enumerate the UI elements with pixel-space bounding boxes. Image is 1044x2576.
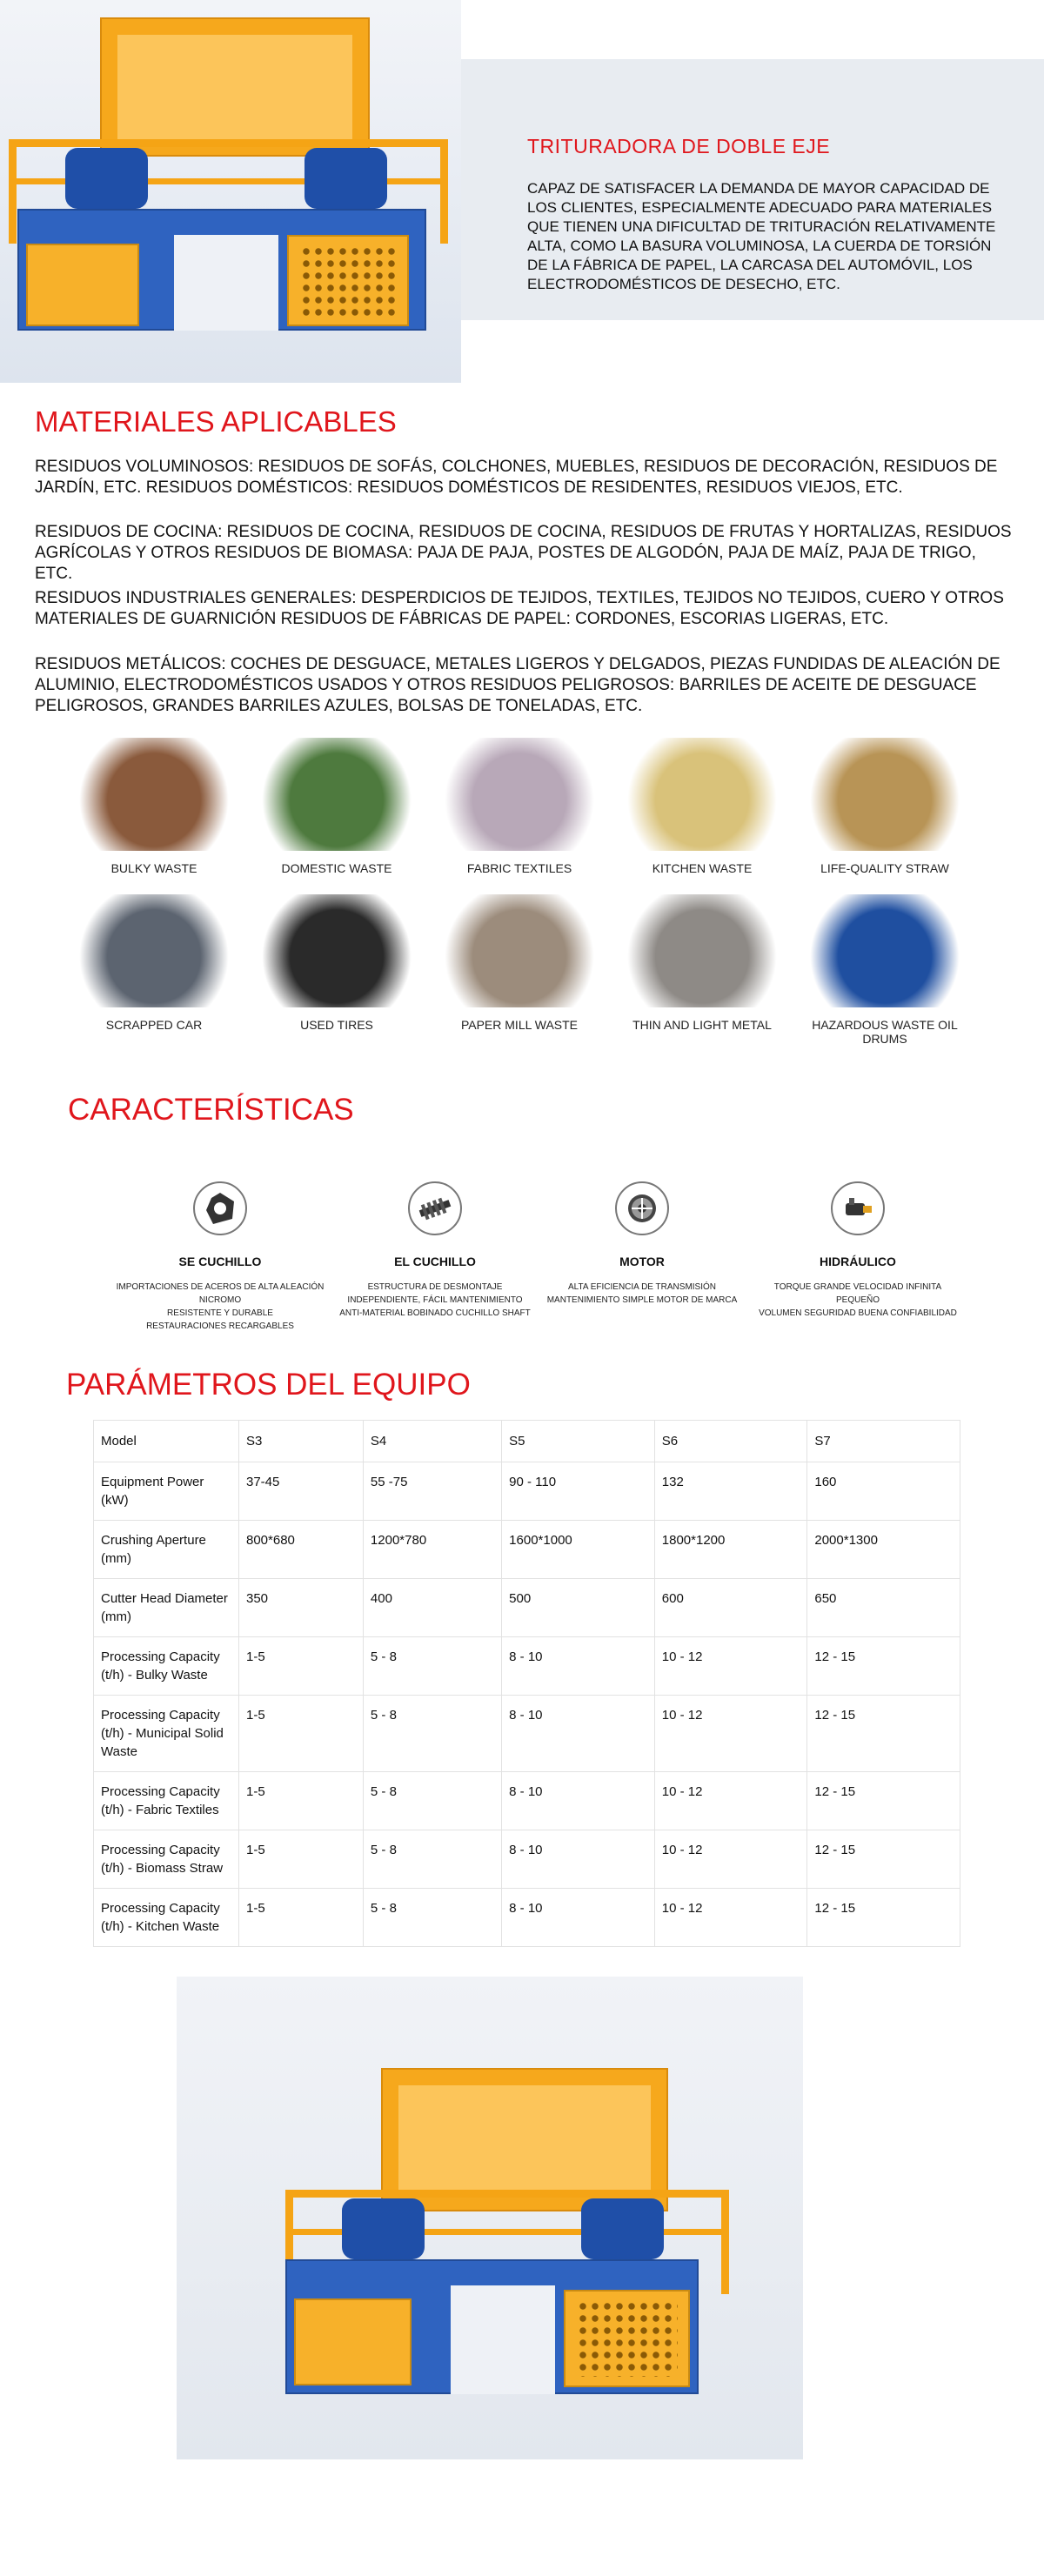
material-caption: USED TIRES	[300, 1018, 373, 1032]
material-tile	[437, 894, 602, 1032]
table-cell: 5 - 8	[363, 1772, 501, 1830]
table-cell: Model	[94, 1421, 239, 1462]
table-row	[94, 1637, 960, 1696]
table-cell: 10 - 12	[654, 1889, 807, 1947]
materials-paragraph: RESIDUOS METÁLICOS: COCHES DE DESGUACE, METALES LIGEROS Y DELGADOS, PIEZAS FUNDIDAS DE ALEACIÓN DE ALUMINIO, ELECTRODOMÉSTICOS USADOS Y OTROS RESIDUOS PELIGROSOS: BARRILES DE ACEITE DE DESGUACE PELIGROSOS, GRANDES BARRILES AZULES, BOLSAS DE TONELADAS, ETC.	[35, 655, 1000, 715]
table-cell: S7	[807, 1421, 960, 1462]
material-image	[254, 738, 419, 851]
table-cell: Cutter Head Diameter (mm)	[94, 1579, 239, 1637]
feature-description: TORQUE GRANDE VELOCIDAD INFINITA PEQUEÑO VOLUMEN SEGURIDAD BUENA CONFIABILIDAD	[759, 1282, 957, 1318]
hero-machine-image	[0, 0, 461, 383]
table-cell: S4	[363, 1421, 501, 1462]
materials-paragraph: RESIDUOS DE COCINA: RESIDUOS DE COCINA, RESIDUOS DE COCINA, RESIDUOS DE FRUTAS Y HORTALIZAS, RESIDUOS AGRÍCOLAS Y OTROS RESIDUOS DE BIOMASA: PAJA DE PAJA, POSTES DE ALGODÓN, PAJA DE MAÍZ, PAJA DE TRIGO, ETC.	[35, 523, 1012, 583]
material-tile	[437, 738, 602, 875]
material-tile	[802, 738, 967, 875]
table-cell: 55 -75	[363, 1462, 501, 1521]
table-cell: Processing Capacity (t/h) - Municipal Solid Waste	[94, 1696, 239, 1772]
hydraulic-icon	[831, 1181, 885, 1235]
table-cell: 10 - 12	[654, 1637, 807, 1696]
material-tile	[619, 738, 785, 875]
table-cell: 8 - 10	[502, 1696, 655, 1772]
shredder-illustration	[177, 1977, 803, 2459]
knife-shaft-icon	[408, 1181, 462, 1235]
table-cell: 400	[363, 1579, 501, 1637]
table-cell: 12 - 15	[807, 1830, 960, 1889]
table-cell: 1-5	[239, 1830, 364, 1889]
feature-hidraulico	[753, 1181, 962, 1320]
material-caption: THIN AND LIGHT METAL	[632, 1018, 772, 1032]
table-cell: S5	[502, 1421, 655, 1462]
material-image	[437, 738, 602, 851]
table-cell: 1-5	[239, 1772, 364, 1830]
material-image	[437, 894, 602, 1007]
bottom-machine-image	[177, 1977, 803, 2459]
table-row	[94, 1696, 960, 1772]
table-cell: 37-45	[239, 1462, 364, 1521]
feature-description: ESTRUCTURA DE DESMONTAJE INDEPENDIENTE, FÁCIL MANTENIMIENTO ANTI-MATERIAL BOBINADO CUCHILLO SHAFT	[339, 1282, 531, 1318]
table-cell: 650	[807, 1579, 960, 1637]
table-cell: 1600*1000	[502, 1521, 655, 1579]
table-cell: 8 - 10	[502, 1830, 655, 1889]
table-cell: Processing Capacity (t/h) - Kitchen Waste	[94, 1889, 239, 1947]
material-caption: SCRAPPED CAR	[105, 1018, 203, 1032]
hero-section	[0, 0, 1044, 383]
feature-el-cuchillo	[331, 1181, 539, 1320]
params-title: PARÁMETROS DEL EQUIPO	[66, 1368, 471, 1402]
material-tile	[254, 894, 419, 1032]
feature-description: IMPORTACIONES DE ACEROS DE ALTA ALEACIÓN NICROMO RESISTENTE Y DURABLE RESTAURACIONES RECARGABLES	[116, 1282, 325, 1331]
table-cell: 8 - 10	[502, 1889, 655, 1947]
material-image	[619, 894, 785, 1007]
table-cell: 1200*780	[363, 1521, 501, 1579]
table-cell: 5 - 8	[363, 1830, 501, 1889]
material-image	[619, 738, 785, 851]
table-row	[94, 1889, 960, 1947]
material-tile	[254, 738, 419, 875]
material-image	[254, 894, 419, 1007]
feature-motor	[538, 1181, 746, 1307]
hero-description: CAPAZ DE SATISFACER LA DEMANDA DE MAYOR CAPACIDAD DE LOS CLIENTES, ESPECIALMENTE ADECUADO PARA MATERIALES QUE TIENEN UNA DIFICULTAD DE TRITURACIÓN RELATIVAMENTE ALTA, COMO LA BASURA VOLUMINOSA, LA CUERDA DE TORSIÓN DE LA FÁBRICA DE PAPEL, LA CARCASA DEL AUTOMÓVIL, LOS ELECTRODOMÉSTICOS DE DESECHO, ETC.	[527, 180, 996, 292]
table-cell: 5 - 8	[363, 1889, 501, 1947]
table-cell: 12 - 15	[807, 1772, 960, 1830]
table-cell: 8 - 10	[502, 1772, 655, 1830]
blade-icon	[193, 1181, 247, 1235]
table-cell: 1-5	[239, 1696, 364, 1772]
table-cell: S3	[239, 1421, 364, 1462]
feature-name: EL CUCHILLO	[394, 1255, 476, 1268]
table-cell: 12 - 15	[807, 1637, 960, 1696]
table-cell: 132	[654, 1462, 807, 1521]
material-image	[802, 738, 967, 851]
material-image	[802, 894, 967, 1007]
shredder-illustration	[0, 0, 461, 383]
materials-title: MATERIALES APLICABLES	[35, 405, 397, 438]
table-row	[94, 1421, 960, 1462]
material-image	[71, 894, 237, 1007]
table-row	[94, 1521, 960, 1579]
material-caption: DOMESTIC WASTE	[281, 861, 392, 875]
material-tile	[71, 738, 237, 875]
table-cell: 8 - 10	[502, 1637, 655, 1696]
material-caption: FABRIC TEXTILES	[466, 861, 572, 875]
table-row	[94, 1830, 960, 1889]
table-cell: Processing Capacity (t/h) - Bulky Waste	[94, 1637, 239, 1696]
materials-paragraph: RESIDUOS VOLUMINOSOS: RESIDUOS DE SOFÁS, COLCHONES, MUEBLES, RESIDUOS DE DECORACIÓN, RESIDUOS DE JARDÍN, ETC. RESIDUOS DOMÉSTICOS: RESIDUOS DOMÉSTICOS DE RESIDENTES, RESIDUOS VIEJOS, ETC.	[35, 458, 998, 497]
table-cell: 12 - 15	[807, 1889, 960, 1947]
table-cell: 1800*1200	[654, 1521, 807, 1579]
table-cell: 5 - 8	[363, 1696, 501, 1772]
material-caption: BULKY WASTE	[110, 861, 197, 875]
table-cell: 500	[502, 1579, 655, 1637]
table-cell: 10 - 12	[654, 1772, 807, 1830]
material-caption: PAPER MILL WASTE	[460, 1018, 579, 1032]
table-cell: Crushing Aperture (mm)	[94, 1521, 239, 1579]
material-tile	[71, 894, 237, 1032]
table-row	[94, 1462, 960, 1521]
material-tile	[802, 894, 967, 1046]
table-cell: 5 - 8	[363, 1637, 501, 1696]
table-cell: 800*680	[239, 1521, 364, 1579]
feature-name: MOTOR	[619, 1255, 665, 1268]
table-cell: 10 - 12	[654, 1830, 807, 1889]
table-cell: 1-5	[239, 1889, 364, 1947]
table-cell: 2000*1300	[807, 1521, 960, 1579]
motor-gear-icon	[615, 1181, 669, 1235]
table-cell: 12 - 15	[807, 1696, 960, 1772]
table-cell: Processing Capacity (t/h) - Fabric Textiles	[94, 1772, 239, 1830]
feature-name: HIDRÁULICO	[820, 1255, 896, 1268]
feature-name: SE CUCHILLO	[178, 1255, 262, 1268]
hero-title: TRITURADORA DE DOBLE EJE	[527, 135, 831, 157]
table-cell: 90 - 110	[502, 1462, 655, 1521]
material-caption: HAZARDOUS WASTE OIL DRUMS	[812, 1018, 958, 1046]
material-caption: KITCHEN WASTE	[652, 861, 753, 875]
table-cell: 10 - 12	[654, 1696, 807, 1772]
feature-se-cuchillo	[116, 1181, 325, 1333]
table-row	[94, 1772, 960, 1830]
table-cell: 350	[239, 1579, 364, 1637]
table-cell: 600	[654, 1579, 807, 1637]
feature-description: ALTA EFICIENCIA DE TRANSMISIÓN MANTENIMIENTO SIMPLE MOTOR DE MARCA	[546, 1282, 738, 1305]
material-caption: LIFE-QUALITY STRAW	[820, 861, 949, 875]
materials-paragraph: RESIDUOS INDUSTRIALES GENERALES: DESPERDICIOS DE TEJIDOS, TEXTILES, TEJIDOS NO TEJIDOS, CUERO Y OTROS MATERIALES DE GUARNICIÓN RESIDUOS DE FÁBRICAS DE PAPEL: CORDONES, ESCORIAS LIGERAS, ETC.	[35, 589, 1004, 628]
table-cell: 160	[807, 1462, 960, 1521]
table-cell: Processing Capacity (t/h) - Biomass Straw	[94, 1830, 239, 1889]
material-tile	[619, 894, 785, 1032]
table-row	[94, 1579, 960, 1637]
table-cell: Equipment Power (kW)	[94, 1462, 239, 1521]
table-cell: 1-5	[239, 1637, 364, 1696]
material-image	[71, 738, 237, 851]
params-table	[93, 1420, 960, 1947]
features-title: CARACTERÍSTICAS	[68, 1093, 354, 1127]
table-cell: S6	[654, 1421, 807, 1462]
